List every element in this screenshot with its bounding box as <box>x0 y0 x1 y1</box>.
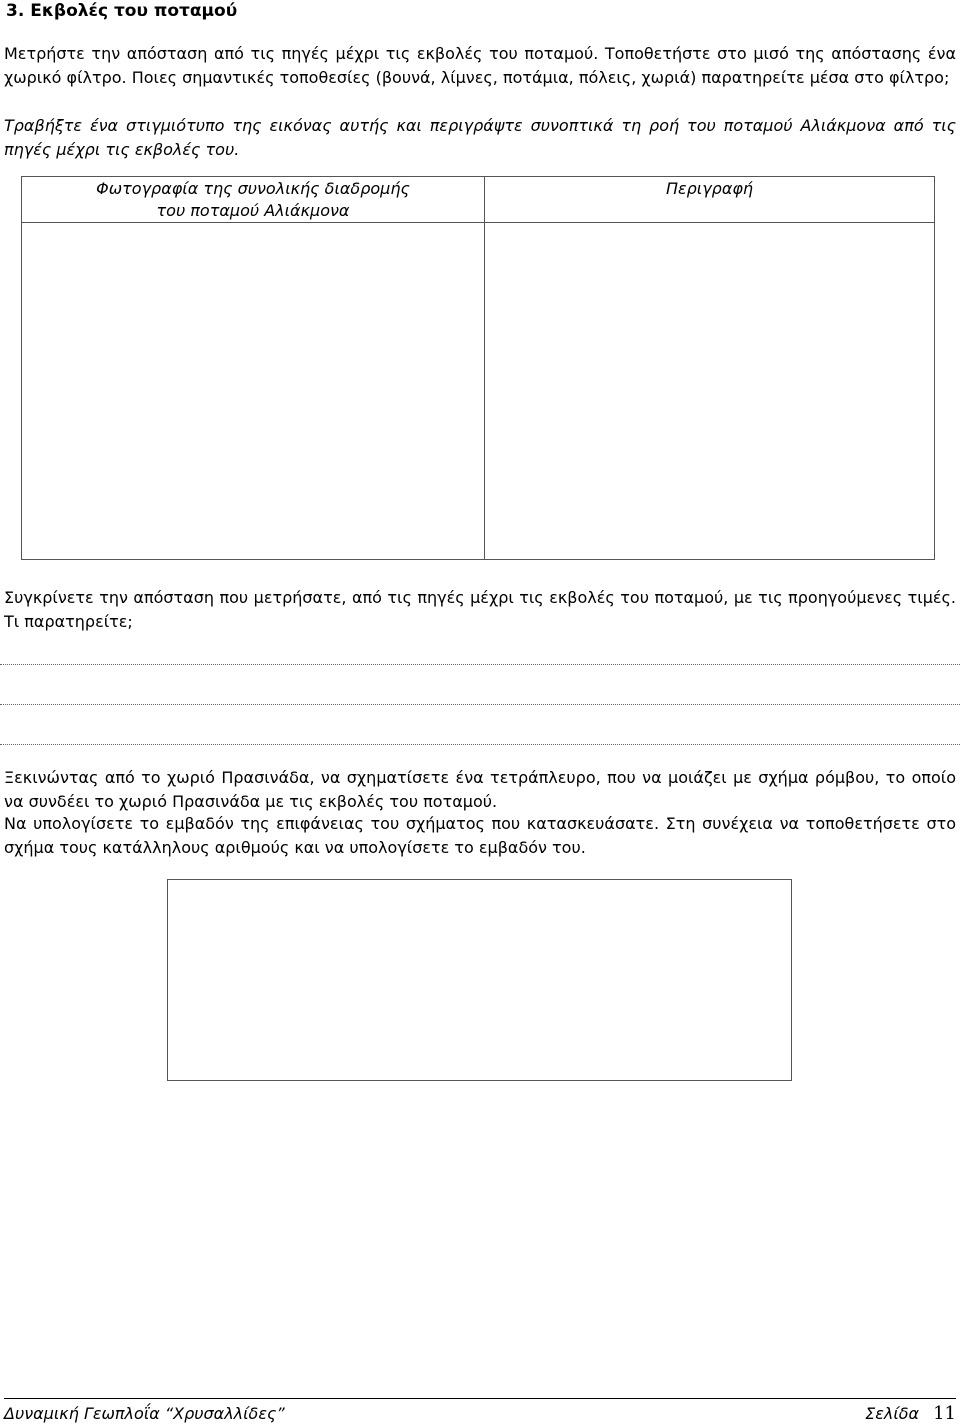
photo-description-table <box>21 176 935 560</box>
description-cell[interactable] <box>485 223 934 559</box>
footer-divider <box>4 1398 956 1399</box>
section-title: 3. Εκβολές του ποταμού <box>6 1 238 21</box>
page-label: Σελίδα <box>865 1404 920 1423</box>
drawing-answer-box[interactable] <box>167 879 792 1081</box>
answer-line-3[interactable] <box>0 744 960 745</box>
answer-line-2[interactable] <box>0 704 960 705</box>
footer-title: Δυναμική Γεωπλοΐα “Χρυσαλλίδες” <box>4 1404 285 1423</box>
footer-page-info <box>865 1403 956 1425</box>
description-header-label: Περιγραφή <box>665 179 754 198</box>
task-paragraph-1: Ξεκινώντας από το χωριό Πρασινάδα, να σχηματίσετε ένα τετράπλευρο, που να μοιάζει με σχήμα ρόμβου, το οποίο να συνδέει το χωριό Πρασινάδα με τις εκβολές του ποταμού. <box>4 768 956 811</box>
compare-question: Συγκρίνετε την απόσταση που μετρήσατε, από τις πηγές μέχρι τις εκβολές του ποταμού, με τις προηγούμενες τιμές. Τι παρατηρείτε; <box>4 588 956 631</box>
photo-cell[interactable] <box>22 223 485 559</box>
intro-paragraph-2: Τραβήξτε ένα στιγμιότυπο της εικόνας αυτής και περιγράψτε συνοπτικά τη ροή του ποταμού Αλιάκμονα από τις πηγές μέχρι τις εκβολές του. <box>4 116 956 159</box>
photo-header-line-1: Φωτογραφία της συνολικής διαδρομής <box>96 179 410 198</box>
description-column-header <box>485 177 934 223</box>
photo-column-header <box>22 177 485 223</box>
photo-header-line-2: του ποταμού Αλιάκμονα <box>156 201 350 220</box>
answer-line-1[interactable] <box>0 664 960 665</box>
task-paragraph-2: Να υπολογίσετε το εμβαδόν της επιφάνειας του σχήματος που κατασκευάσατε. Στη συνέχεια να τοποθετήσετε στο σχήμα τους κατάλληλους αριθμούς και να υπολογίσετε το εμβαδόν του. <box>4 814 956 857</box>
page-number: 11 <box>933 1403 956 1424</box>
intro-paragraph-1: Μετρήστε την απόσταση από τις πηγές μέχρι τις εκβολές του ποταμού. Τοποθετήστε στο μισό της απόστασης ένα χωρικό φίλτρο. Ποιες σημαντικές τοποθεσίες (βουνά, λίμνες, ποτάμια, πόλεις, χωριά) παρατηρείτε μέσα στο φίλτρο; <box>4 44 956 87</box>
